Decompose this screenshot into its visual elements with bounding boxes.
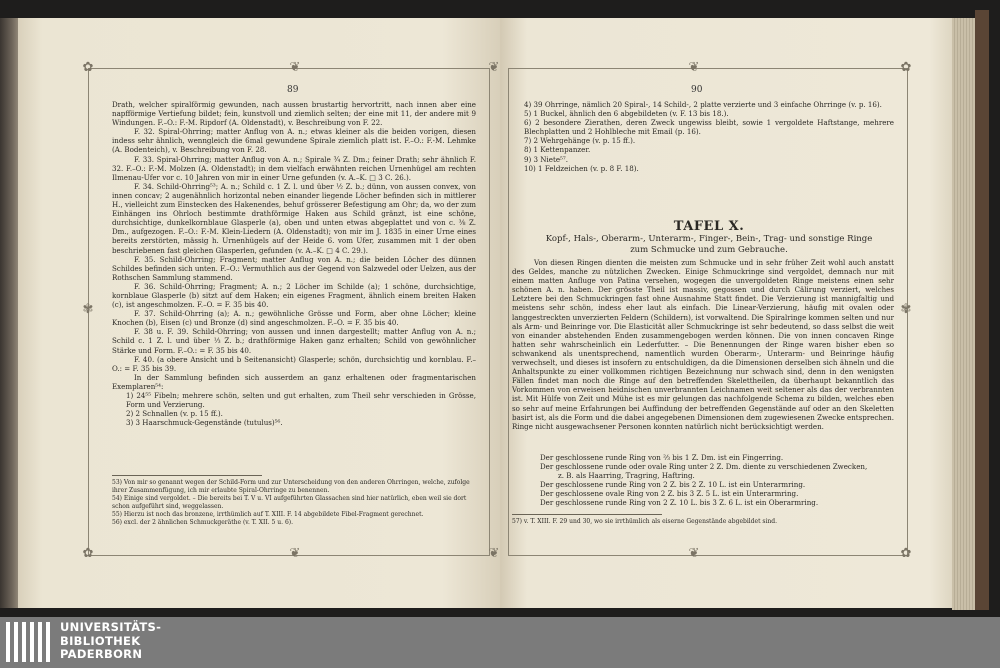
page-number-right: 90 (691, 85, 703, 95)
ornament-icon: ❦ (688, 60, 700, 75)
plate-title: TAFEL X. (673, 219, 745, 234)
right-list (524, 100, 894, 173)
footnote: 57) v. T. XIII. F. 29 und 30, wo sie irrthümlich als eiserne Gegenstände abgebildet sind. (512, 518, 777, 525)
ring-schema (540, 453, 894, 508)
list-item: 5) 1 Buckel, ähnlich den 6 abgebildeten (v. F. 13 bis 18.). (524, 109, 729, 119)
left-list (126, 391, 476, 427)
schema-line: Der geschlossene runde Ring von ⅔ bis 1 Z. Dm. ist ein Fingerring. (540, 453, 784, 462)
ornament-icon: ❦ (488, 546, 500, 561)
list-item: 10) 1 Feldzeichen (v. p. 8 F. 18). (524, 163, 639, 173)
schema-line: z. B. als Haarring, Tragring, Haftring. (558, 471, 695, 481)
schema-line: Der geschlossene runde Ring von 2 Z. bis 2 Z. 10 L. ist ein Unterarmring. (540, 480, 806, 490)
footnote: 56) excl. der 2 ähnlichen Schmuckgeräthe (v. T. XII. 5 u. 6). (112, 518, 294, 526)
footnote: 53) Von mir so genannt wegen der Schild-Form und zur Unterscheidung von den anderen Ohrringen, welche, zufolge ihrer Zusammenfügung, ich mir erlaubte Spiral-Ohrringe zu benennen. (112, 479, 470, 494)
library-name-line: PADERBORN (60, 647, 143, 661)
schema-line: Der geschlossene runde Ring von 2 Z. 10 L. bis 3 Z. 6 L. ist ein Oberarmring. (540, 498, 819, 508)
ornament-icon: ❦ (688, 546, 700, 561)
paragraph: F. 40. (a obere Ansicht und b Seitenansicht) Glasperle; schön, durchsichtig und kornblau. F.–O.: = F. 35 bis 39. (112, 354, 476, 373)
footnote-divider (112, 475, 262, 476)
page-number-left: 89 (287, 85, 299, 95)
corner-ornament-icon: ✿ (82, 60, 94, 75)
library-logo-icon (6, 622, 54, 662)
ornament-icon: ❦ (289, 60, 301, 75)
paragraph: F. 35. Schild-Ohrring; Fragment; matter Anflug von A. n.; die beiden Löcher des dünnen Schildes befinden sich unten. F.–O.: Vermuthlich aus der Gegend von Salzwedel oder Uelzen, aus der Rothschen Sammlung stammend. (112, 254, 476, 282)
side-ornament-icon: ✾ (82, 302, 94, 317)
left-footnotes (112, 479, 476, 526)
book-cover-edge (975, 10, 989, 610)
ornament-icon: ❦ (289, 546, 301, 561)
paragraph: F. 36. Schild-Ohrring; Fragment; A. n.; 2 Löcher im Schilde (a); 1 schöne, durchsichtige, kornblaue Glasperle (b) sitzt auf dem Haken; ein eigenes Fragment, ähnlich einem breiten Haken (c), ist angeschmolzen. F.–O. = F. 35 bis 40. (112, 281, 476, 310)
plate-subtitle: Kopf-, Hals-, Oberarm-, Unterarm-, Finger-, Bein-, Trag- und sonstige Ringe zum Schmucke und zum Gebrauche. (545, 234, 873, 255)
left-body-text (112, 100, 476, 427)
paragraph: F. 32. Spiral-Ohrring; matter Anflug von A. n.; etwas kleiner als die beiden vorigen, diesen indess sehr ähnlich, wenngleich die 6mal gewundene Spirale ziemlich platt ist. F.–O.: F.-M. Lehmke (A. Bodenteich), v. Beschreibung von F. 28. (112, 127, 476, 155)
footnote: 54) Einige sind vergoldet. – Die bereits bei T. V u. VI aufgeführten Glassachen sind hier natürlich, eben weil sie dort schon aufgeführt sind, weggelassen. (112, 494, 467, 510)
right-footnotes (512, 518, 894, 526)
right-body-text: Von diesen Ringen dienten die meisten zum Schmucke und in sehr früher Zeit wohl auch anstatt des Geldes, manche zu nützlichen Zwecken. Einige Schmuckringe sind vergoldet, demnach nur mit einem matten Anfluge von Patina versehen, wogegen die unvergoldeten Ringe meistens einen sehr schönen A. n. haben. Der grösste Theil ist massiv, gegossen und durch Cälirung verziert, welches Letztere bei den Schmuckringen fast ohne Ausnahme Statt findet. Die Verzierung ist mannigfaltig und meistens sehr schön, indess eher laut als einfach. Die Linear-Verzierung, häufig mit ovalen oder langgestreckten unverzierten Feldern (Schildern), ist vorwaltend. Die Spiralringe kommen selten und nur als Arm- und Beinringe vor. Die Elasticität aller Schmuckringe ist sehr bedeutend, so dass selbst die weit von einander abstehenden Enden zusammengebogen werden können. Die von innen concaven Ringe hatten sehr wahrscheinlich ein Lederfutter. – Die Benennungen der Ringe waren bisher eben so schwankend als unentsprechend, namentlich wurden Oberarm-, Unterarm- und Beinringe häufig verwechselt, und dieses ist insofern zu entschuldigen, da die Dimensionen derselben sich ähneln und die Anhaltspunkte zu einer vollkommen richtigen Bezeichnung nur schwach sind, denn in den wenigsten Fällen findet man noch die Ringe auf den betreffenden Skelettheilen, da überhaupt bekanntlich das Vorkommen von erweisen heidnischen unverbrannten Leichnamen weit seltener als das der verbrannten ist. Mit Hülfe von Zeit und Mühe ist es mir gelungen das nachfolgende Schema zu bilden, welches eben so sehr auf meine Erfahrungen bei Auffindung der betreffenden Gegenstände auf oder an den Skeletten basirt ist, als die Form und die dabei angegebenen Dimensionen dem zugewiesenen Zwecke entsprechen. Ringe nicht ausgewachsener Personen konnten natürlich nicht berücksichtigt werden. (512, 258, 895, 431)
ornament-icon: ❦ (488, 60, 500, 75)
paragraph: Drath, welcher spiralförmig gewunden, nach aussen brustartig hervortritt, nach innen aber eine napfförmige Vertiefung bildet; fein, kunstvoll und ziemlich selten; der eine mit 11, der andere mit 9 Windungen. F.–O.: F.-M. Ripdorf (A. Oldenstadt), v. Beschreibung von F. 22. (112, 100, 476, 128)
book-left-edge (0, 18, 20, 608)
list-item: 9) 3 Niete⁵⁷. (524, 154, 568, 164)
paragraph: F. 37. Schild-Ohrring (a); A. n.; gewöhnliche Grösse und Form, aber ohne Löcher; kleine Knochen (b), Eisen (c) und Bronze (d) sind angeschmolzen. F.–O. = F. 35 bis 40. (112, 309, 476, 328)
list-item: 1) 24⁵⁵ Fibeln; mehrere schön, selten und gut erhalten, zum Theil sehr verschieden in Grösse, Form und Verzierung. (126, 391, 476, 410)
library-name-line: BIBLIOTHEK (60, 633, 141, 648)
list-item: 7) 2 Wehrgehänge (v. p. 15 ff.). (524, 136, 636, 146)
library-name (60, 621, 161, 662)
paragraph: F. 34. Schild-Ohrring⁵³; A. n.; Schild c. 1 Z. l. und über ½ Z. b.; dünn, von aussen convex, von innen concav; 2 augenähnlich horizontal neben einander liegende Löcher befinden sich in mittlerer H., vielleicht zum Einstecken des Hakenendes, behuf grösserer Befestigung am Ohr; da, wo der zum Einhängen ins Ohrloch bestimmte drathförmige Haken aus Schild gränzt, ist eine schöne, durchsichtige, dunkelkornblaue Glasperle (a), oben und unten etwas abgeplattet und von c. ⅜ Z. Dm., aufgezogen. F.–O.: F.-M. Klein-Liedern (A. Oldenstadt); von mir im J. 1835 in einer Urne eines bereits zerstörten, mässig h. Urnenhügels auf der Heide 6. vom Ufer, zusammen mit 1 der oben beschriebenen fast gleichen Glasperlen, gefunden (v. A.–K. □ 4 C. 29.). (112, 181, 476, 255)
corner-ornament-icon: ✿ (900, 546, 912, 561)
library-name-line: UNIVERSITÄTS- (60, 620, 162, 634)
paragraph: F. 33. Spiral-Ohrring; matter Anflug von A. n.; Spirale ¾ Z. Dm.; feiner Drath; sehr ähnlich F. 32. F.–O.: F.-M. Molzen (A. Oldenstadt); in dem vielfach erwähnten reichen Urnenhügel am rechten Ilmenau-Ufer vor c. 10 Jahren von mir in einer Urne gefunden (v. A.–K. □ 3 C. 26.). (112, 154, 476, 182)
list-item: 8) 1 Kettenpanzer. (524, 145, 591, 155)
footnote-divider (512, 514, 662, 515)
corner-ornament-icon: ✿ (900, 60, 912, 75)
schema-line: Der geschlossene runde oder ovale Ring unter 2 Z. Dm. diente zu verschiedenen Zwecken, (540, 462, 868, 472)
side-ornament-icon: ✾ (900, 302, 912, 317)
list-item: 2) 2 Schnallen (v. p. 15 ff.). (126, 409, 223, 419)
corner-ornament-icon: ✿ (82, 546, 94, 561)
list-item: 4) 39 Ohrringe, nämlich 20 Spiral-, 14 Schild-, 2 platte verzierte und 3 einfache Ohrringe (v. p. 16). (524, 100, 882, 109)
paragraph: F. 38 u. F. 39. Schild-Ohrring; von aussen und innen dargestellt; matter Anflug von A. n.; Schild c. 1 Z. l. und über ⅓ Z. b.; drathförmige Haken ganz erhalten; Schild von gewöhnlicher Stärke und Form. F.–O.: = F. 35 bis 40. (112, 327, 476, 355)
list-item: 6) 2 besondere Zierathen, deren Zweck ungewiss bleibt, sowie 1 vergoldete Haftstange, mehrere Blechplatten und 2 Hohlbleche mit Email (p. 16). (524, 118, 894, 137)
schema-line: Der geschlossene ovale Ring von 2 Z. bis 3 Z. 5 L. ist ein Unterarmring. (540, 489, 799, 499)
list-item: 3) 3 Haarschmuck-Gegenstände (tutulus)⁵⁶. (126, 418, 283, 428)
footnote: 55) Hierzu ist noch das bronzene, irrthümlich auf T. XIII. F. 14 abgebildete Fibel-Fragment gerechnet. (112, 510, 424, 518)
paragraph: In der Sammlung befinden sich ausserdem an ganz erhaltenen oder fragmentarischen Exemplaren⁵⁴: (112, 372, 476, 391)
